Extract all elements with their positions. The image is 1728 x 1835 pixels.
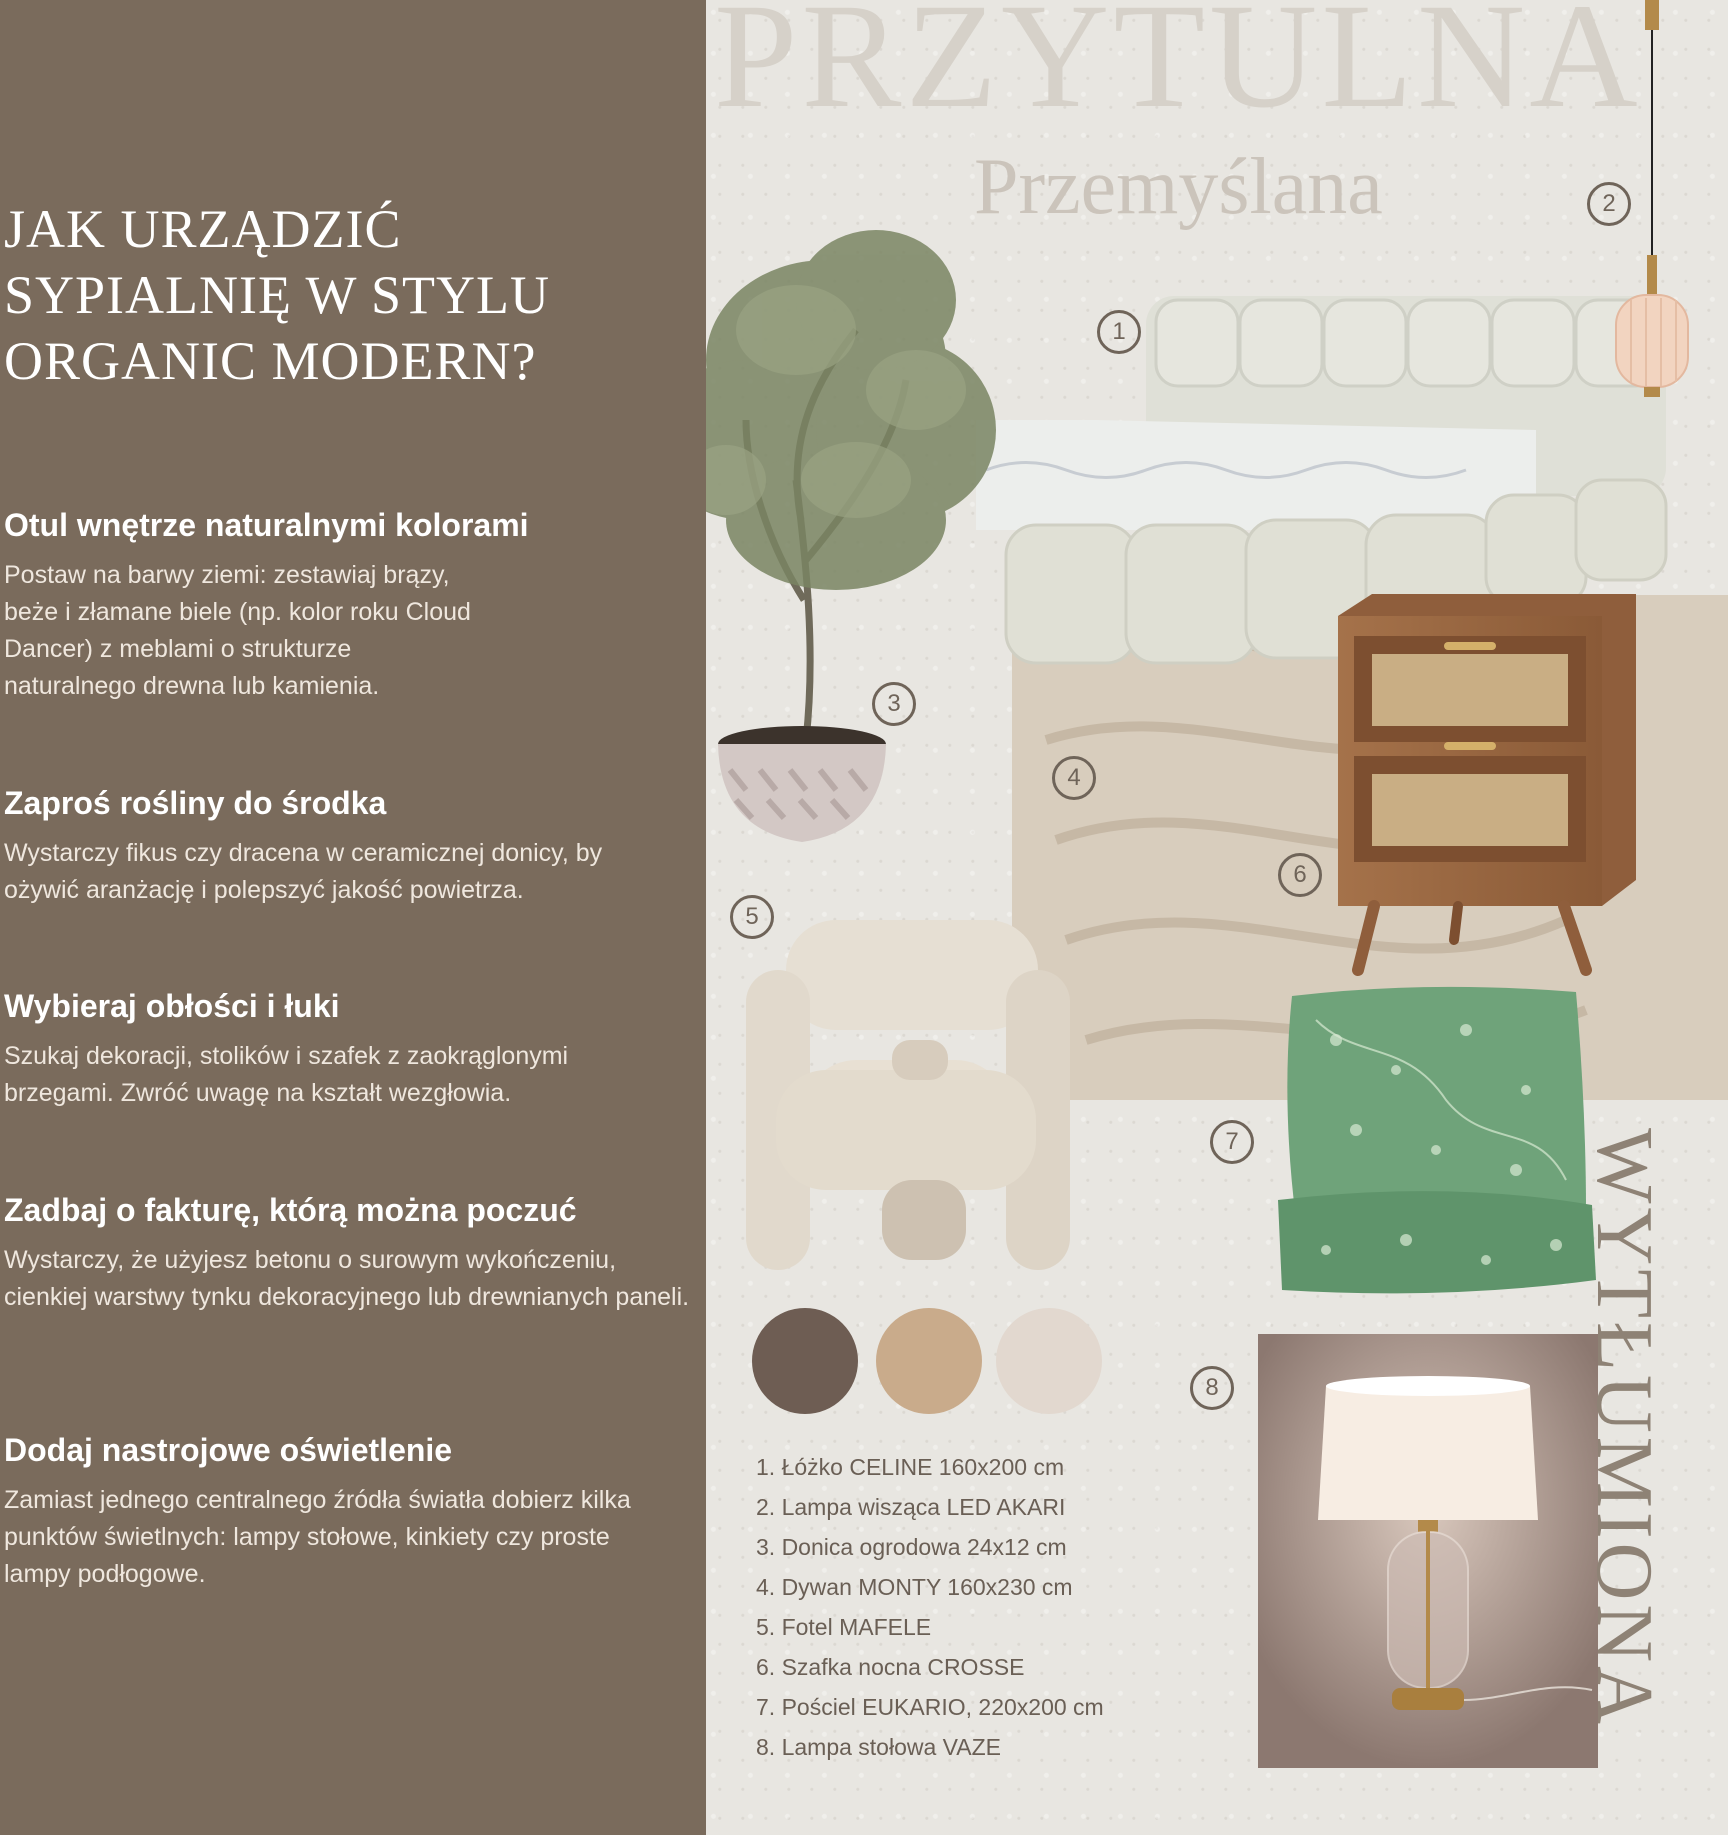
badge-1: 1 xyxy=(1097,310,1141,354)
product-item: 3. Donica ogrodowa 24x12 cm xyxy=(756,1534,1067,1560)
product-item: 7. Pościel EUKARIO, 220x200 cm xyxy=(756,1694,1104,1720)
badge-3: 3 xyxy=(872,682,916,726)
title-line-3: ORGANIC MODERN? xyxy=(4,331,537,391)
left-panel xyxy=(0,0,706,1835)
product-item: 2. Lampa wisząca LED AKARI xyxy=(756,1494,1066,1520)
badge-5: 5 xyxy=(730,895,774,939)
badge-6: 6 xyxy=(1278,853,1322,897)
tip-section xyxy=(4,986,694,1112)
tip-heading: Zaproś rośliny do środka xyxy=(4,785,387,821)
badge-7: 7 xyxy=(1210,1120,1254,1164)
title-line-2: SYPIALNIĘ W STYLU xyxy=(4,265,551,325)
badge-4: 4 xyxy=(1052,756,1096,800)
product-item: 8. Lampa stołowa VAZE xyxy=(756,1734,1002,1760)
tip-heading: Wybieraj obłości i łuki xyxy=(4,988,340,1024)
color-swatch-brown xyxy=(752,1308,858,1414)
tip-heading: Zadbaj o fakturę, którą można poczuć xyxy=(4,1192,577,1228)
title-line-1: JAK URZĄDZIĆ xyxy=(4,199,402,259)
tip-text: Szukaj dekoracji, stolików i szafek z zaokrąglonymi brzegami. Zwróć uwagę na kształt wezgłowia. xyxy=(4,1042,569,1107)
product-item: 5. Fotel MAFELE xyxy=(756,1614,932,1640)
armchair-image xyxy=(746,920,1070,1270)
main-title xyxy=(4,196,694,394)
tip-text: Postaw na barwy ziemi: zestawiaj brązy, beże i złamane biele (np. kolor roku Cloud Dancer) z meblami o strukturze naturalnego drewna lub kamienia. xyxy=(4,561,471,700)
tip-text: Wystarczy fikus czy dracena w ceramicznej donicy, by ożywić aranżację i polepszyć jakość powietrza. xyxy=(4,839,603,904)
vertical-word-wytlumiona: WYTŁUMIONA xyxy=(1580,1128,1668,1728)
badge-2: 2 xyxy=(1587,182,1631,226)
tip-section xyxy=(4,783,694,909)
tip-heading: Otul wnętrze naturalnymi kolorami xyxy=(4,507,529,543)
olive-tree-image xyxy=(706,230,996,842)
background-word-przytulna: PRZYTULNA xyxy=(714,0,1642,139)
tip-text: Wystarczy, że użyjesz betonu o surowym wykończeniu, cienkiej warstwy tynku dekoracyjnego lub drewnianych paneli. xyxy=(4,1246,690,1311)
product-list xyxy=(756,1447,1104,1767)
color-swatch-cream xyxy=(996,1308,1102,1414)
color-swatch-beige xyxy=(876,1308,982,1414)
tip-section xyxy=(4,1190,694,1316)
bedding-image xyxy=(1278,987,1596,1293)
product-item: 6. Szafka nocna CROSSE xyxy=(756,1654,1025,1680)
table-lamp-image xyxy=(1258,1334,1598,1768)
moodboard-panel xyxy=(706,0,1728,1835)
product-item: 1. Łóżko CELINE 160x200 cm xyxy=(756,1454,1065,1480)
tip-heading: Dodaj nastrojowe oświetlenie xyxy=(4,1432,453,1468)
tip-section xyxy=(4,505,694,705)
tip-text: Zamiast jednego centralnego źródła światła dobierz kilka punktów świetlnych: lampy stołowe, kinkiety czy proste lampy podłogowe. xyxy=(4,1486,631,1588)
background-word-przemyslana: Przemyślana xyxy=(974,143,1383,231)
tip-section xyxy=(4,1430,694,1593)
product-item: 4. Dywan MONTY 160x230 cm xyxy=(756,1574,1073,1600)
badge-8: 8 xyxy=(1190,1366,1234,1410)
